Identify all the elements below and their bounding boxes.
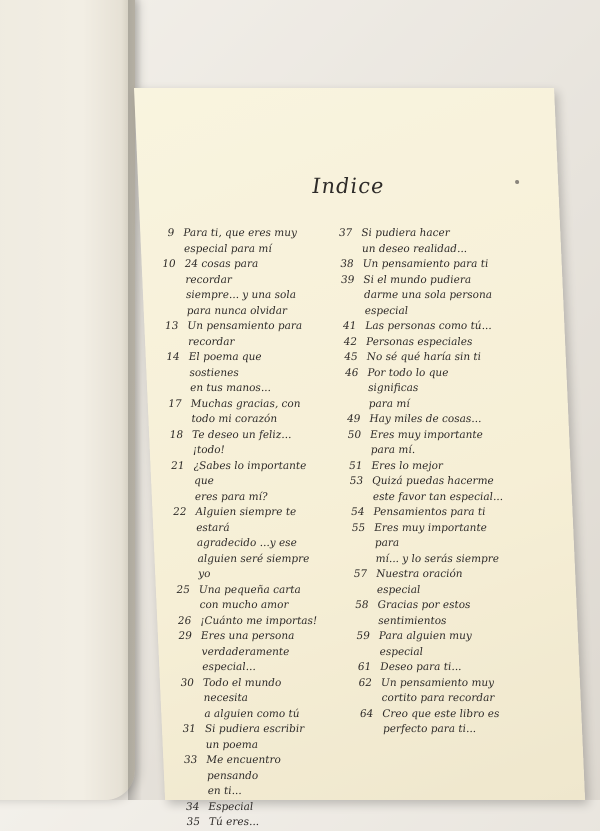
index-entry <box>170 815 333 831</box>
index-entry-page-number: 57 <box>353 568 368 580</box>
index-entry-page-number: 25 <box>176 583 191 596</box>
index-entry-page-number: 58 <box>354 599 369 611</box>
index-entry-title: Si pudiera escribir un poema <box>204 723 305 751</box>
index-entry-title: Especial <box>208 800 254 813</box>
index-entry <box>154 459 318 506</box>
index-page <box>134 88 585 828</box>
index-entry-title: Si pudiera hacer un deseo realidad... <box>361 227 468 255</box>
index-entry <box>324 366 501 413</box>
index-entry-page-number: 51 <box>348 459 363 472</box>
index-entry-title: Para alguien muy especial <box>378 630 473 658</box>
index-entry <box>144 226 307 257</box>
index-entry-title: Un pensamiento para ti <box>362 258 489 270</box>
index-entry <box>323 350 499 366</box>
index-entry-title: El poema que sostienes en tus manos... <box>188 351 272 394</box>
index-entry-page-number: 17 <box>168 397 183 410</box>
index-entry-title: ¿Sabes lo importante que eres para mí? <box>193 459 307 503</box>
index-entry-page-number: 50 <box>347 428 362 441</box>
index-entry <box>339 707 515 738</box>
index-entry-page-number: 9 <box>167 227 175 239</box>
index-entry-page-number: 26 <box>177 614 192 627</box>
index-entry-title: Me encuentro pensando en ti... <box>206 754 282 797</box>
index-entry-title: Muchas gracias, con todo mi corazón <box>190 397 301 425</box>
index-entry-page-number: 42 <box>343 335 358 348</box>
index-entry-page-number: 10 <box>162 258 176 270</box>
index-entry <box>149 350 313 397</box>
index-entry-page-number: 14 <box>166 351 181 363</box>
index-entry <box>328 459 504 475</box>
index-entry <box>167 753 331 800</box>
index-entry-page-number: 39 <box>340 273 355 286</box>
index-entry <box>148 319 311 350</box>
index-entry-title: 24 cosas para recordar siempre... y una sola para nunca olvidar <box>184 258 297 317</box>
index-entry-title: Creo que este libro es perfecto para ti... <box>382 707 500 735</box>
index-entry-page-number: 30 <box>180 676 195 689</box>
index-entry-page-number: 41 <box>342 320 357 332</box>
index-entry <box>337 660 513 676</box>
index-entry <box>326 412 502 428</box>
index-entry <box>322 319 498 335</box>
index-entry-page-number: 22 <box>172 506 187 518</box>
index-entry-page-number: 62 <box>358 676 373 689</box>
index-entry-title: Gracias por estos sentimientos <box>377 599 471 627</box>
index-entry <box>169 800 332 816</box>
index-entry-title: Nuestra oración especial <box>375 568 463 596</box>
index-entry-page-number: 59 <box>356 630 371 642</box>
index-entry <box>331 521 508 568</box>
index-entry <box>151 397 314 428</box>
index-entry <box>334 598 510 629</box>
index-entry-title: Las personas como tú... <box>365 320 492 332</box>
index-entry-title: Eres muy importante para mí. <box>369 428 484 456</box>
index-entry-page-number: 37 <box>338 227 353 239</box>
index-entry <box>160 583 323 614</box>
index-entry-title: Todo el mundo necesita a alguien como tú <box>202 676 300 720</box>
index-entry-title: ¡Cuánto me importas! <box>199 614 318 627</box>
index-entry <box>329 474 505 505</box>
index-entry <box>333 567 509 598</box>
page-title: Indice <box>311 174 385 198</box>
index-entry <box>153 428 316 459</box>
index-entry-page-number: 55 <box>351 521 366 534</box>
index-entry-title: Personas especiales <box>365 335 473 348</box>
index-entry-page-number: 46 <box>344 366 359 379</box>
page-speck <box>515 180 519 184</box>
index-entry-page-number: 38 <box>340 258 354 270</box>
index-entry <box>330 505 506 521</box>
index-entry-page-number: 34 <box>185 800 200 813</box>
index-entry-page-number: 13 <box>164 320 179 332</box>
index-entry-title: Quizá puedas hacerme este favor tan especial... <box>371 475 504 503</box>
left-page <box>0 0 135 800</box>
index-entry-page-number: 33 <box>183 754 198 766</box>
index-entry-page-number: 53 <box>349 475 364 487</box>
index-entry-title: Eres lo mejor <box>371 459 444 472</box>
index-entry-title: Hay miles de cosas... <box>369 413 482 425</box>
index-entry <box>323 335 499 351</box>
index-entry-page-number: 61 <box>357 661 372 673</box>
index-entry-title: Eres muy importante para mí... y lo serás siempre <box>373 521 500 565</box>
index-entry <box>156 505 321 583</box>
index-entry-title: Deseo para ti... <box>380 661 462 673</box>
index-entry-page-number: 18 <box>169 428 184 441</box>
index-entry-title: Te deseo un feliz... ¡todo! <box>191 428 292 456</box>
index-entry <box>319 257 495 273</box>
index-entry-title: Alguien siempre te estará agradecido ...y ese alguien seré siempre yo <box>195 506 310 580</box>
index-entry-title: Una pequeña carta con mucho amor <box>198 583 302 611</box>
index-entry <box>161 614 324 630</box>
index-entry-title: Para ti, que eres muy especial para mí <box>183 227 298 255</box>
index-entry <box>166 722 329 753</box>
index-entry-page-number: 54 <box>350 506 365 518</box>
index-entry-page-number: 35 <box>186 816 201 828</box>
index-entry-page-number: 29 <box>178 630 193 642</box>
index-entry-title: No sé qué haría sin ti <box>366 351 482 363</box>
index-column-left <box>144 226 332 831</box>
index-entry-title: Pensamientos para ti <box>373 506 486 518</box>
index-entry <box>338 676 514 707</box>
index-entry <box>327 428 503 459</box>
index-entry-title: Tú eres... <box>208 816 260 828</box>
index-entry <box>164 676 328 723</box>
index-entry <box>145 257 310 319</box>
index-entry <box>336 629 512 660</box>
index-entry <box>162 629 326 676</box>
index-entry-title: Un pensamiento muy cortito para recordar <box>380 676 495 704</box>
index-entry-page-number: 31 <box>182 723 197 735</box>
index-entry-page-number: 21 <box>170 459 185 472</box>
index-entry-page-number: 45 <box>344 351 359 363</box>
index-entry <box>318 226 494 257</box>
index-entry <box>320 273 497 320</box>
index-entry-title: Por todo lo que significas para mí <box>367 366 449 410</box>
index-entry-title: Si el mundo pudiera darme una sola persona especial <box>363 273 493 317</box>
index-entry-title: Eres una persona verdaderamente especial... <box>200 630 295 673</box>
index-entry-title: Un pensamiento para recordar <box>187 320 303 348</box>
index-entry-page-number: 64 <box>359 707 374 720</box>
index-column-right <box>318 226 515 738</box>
index-entry-page-number: 49 <box>346 413 361 425</box>
